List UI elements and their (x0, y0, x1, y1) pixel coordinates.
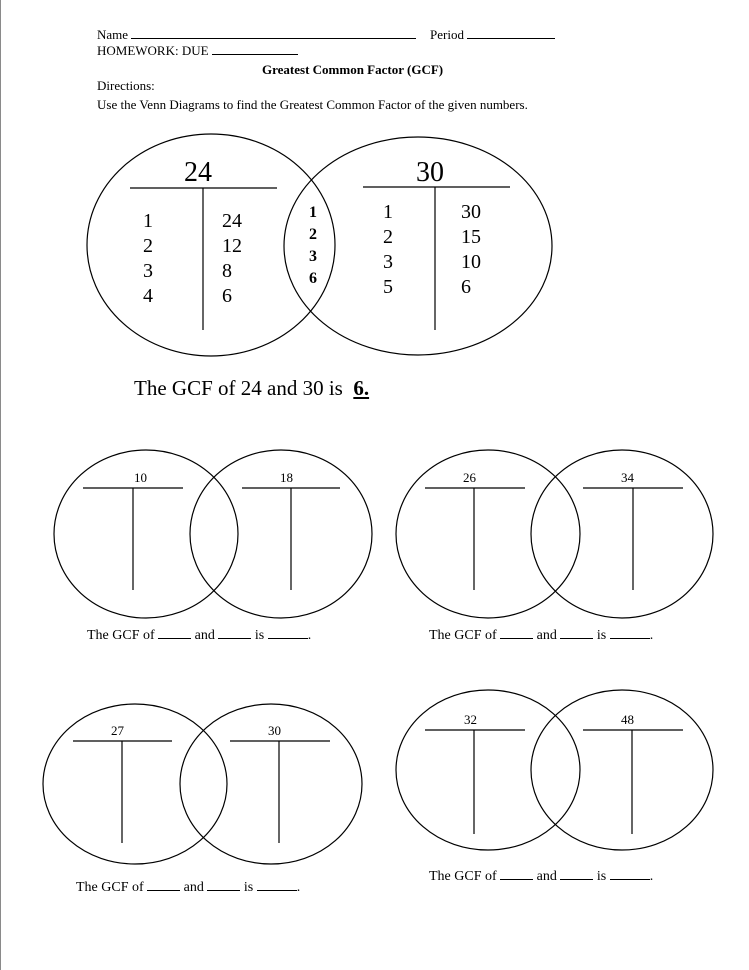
example-left-number: 24 (184, 157, 212, 188)
p4-blank-second[interactable] (560, 867, 593, 880)
common-factor: 1 (309, 204, 317, 221)
sentence-text: . (649, 869, 654, 884)
sentence-text: is (243, 880, 254, 895)
sentence-text: . (307, 628, 312, 643)
example-right-factors-col1 (383, 200, 393, 300)
p3-left-number: 27 (111, 723, 124, 738)
directions-label: Directions: (97, 78, 155, 93)
example-right-number: 30 (416, 157, 444, 188)
factor-cell: 15 (461, 226, 481, 248)
example-left-factors-col1 (143, 209, 153, 309)
factor-cell: 24 (222, 210, 242, 232)
sentence-text: The GCF of (87, 628, 155, 643)
p4-blank-first[interactable] (500, 867, 533, 880)
p4-gcf-sentence (429, 867, 653, 885)
p4-right-number: 48 (621, 712, 634, 727)
factor-cell: 6 (461, 276, 471, 298)
p3-blank-answer[interactable] (257, 878, 297, 891)
p3-gcf-sentence (76, 878, 300, 896)
factor-cell: 5 (383, 276, 393, 298)
p1-gcf-sentence (87, 626, 311, 644)
homework-label: HOMEWORK: DUE (97, 43, 209, 58)
p4-left-number: 32 (464, 712, 477, 727)
sentence-text: and (536, 628, 557, 643)
p3-blank-first[interactable] (147, 878, 180, 891)
p4-venn-left-circle (396, 690, 580, 850)
result-answer: 6. (353, 376, 370, 400)
result-text: The GCF of 24 and 30 is (134, 376, 343, 400)
p2-right-number: 34 (621, 470, 634, 485)
sentence-text: is (596, 869, 607, 884)
sentence-text: is (254, 628, 265, 643)
p1-left-number: 10 (134, 470, 147, 485)
factor-cell: 2 (383, 226, 393, 248)
p3-venn-left-circle (43, 704, 227, 864)
period-label: Period (430, 27, 464, 42)
p1-blank-answer[interactable] (268, 626, 308, 639)
sentence-text: . (649, 628, 654, 643)
p3-blank-second[interactable] (207, 878, 240, 891)
p3-right-number: 30 (268, 723, 281, 738)
p2-blank-first[interactable] (500, 626, 533, 639)
p1-blank-second[interactable] (218, 626, 251, 639)
sentence-text: and (536, 869, 557, 884)
p4-blank-answer[interactable] (610, 867, 650, 880)
example-left-factors-col2 (222, 209, 242, 309)
p2-venn-left-circle (396, 450, 580, 618)
factor-cell: 3 (383, 251, 393, 273)
factor-cell: 3 (143, 260, 153, 282)
factor-cell: 6 (222, 285, 232, 307)
sentence-text: is (596, 628, 607, 643)
factor-cell: 1 (383, 201, 393, 223)
p2-blank-answer[interactable] (610, 626, 650, 639)
factor-cell: 8 (222, 260, 232, 282)
p2-left-number: 26 (463, 470, 476, 485)
p1-right-number: 18 (280, 470, 293, 485)
example-result (134, 376, 369, 401)
factor-cell: 1 (143, 210, 153, 232)
example-common-factors (309, 202, 317, 290)
common-factor: 2 (309, 226, 317, 243)
sentence-text: The GCF of (429, 869, 497, 884)
page-title: Greatest Common Factor (GCF) (262, 62, 444, 77)
common-factor: 6 (309, 270, 317, 287)
factor-cell: 10 (461, 251, 481, 273)
name-label: Name (97, 27, 129, 42)
sentence-text: and (194, 628, 215, 643)
p2-gcf-sentence (429, 626, 653, 644)
sentence-text: and (183, 880, 204, 895)
factor-cell: 30 (461, 201, 481, 223)
p1-blank-first[interactable] (158, 626, 191, 639)
factor-cell: 12 (222, 235, 242, 257)
factor-cell: 4 (143, 285, 153, 307)
sentence-text: The GCF of (76, 880, 144, 895)
directions-text: Use the Venn Diagrams to find the Greatest Common Factor of the given numbers. (97, 97, 528, 112)
sentence-text: The GCF of (429, 628, 497, 643)
common-factor: 3 (309, 248, 317, 265)
p2-blank-second[interactable] (560, 626, 593, 639)
factor-cell: 2 (143, 235, 153, 257)
example-right-factors-col2 (461, 200, 481, 300)
sentence-text: . (296, 880, 301, 895)
